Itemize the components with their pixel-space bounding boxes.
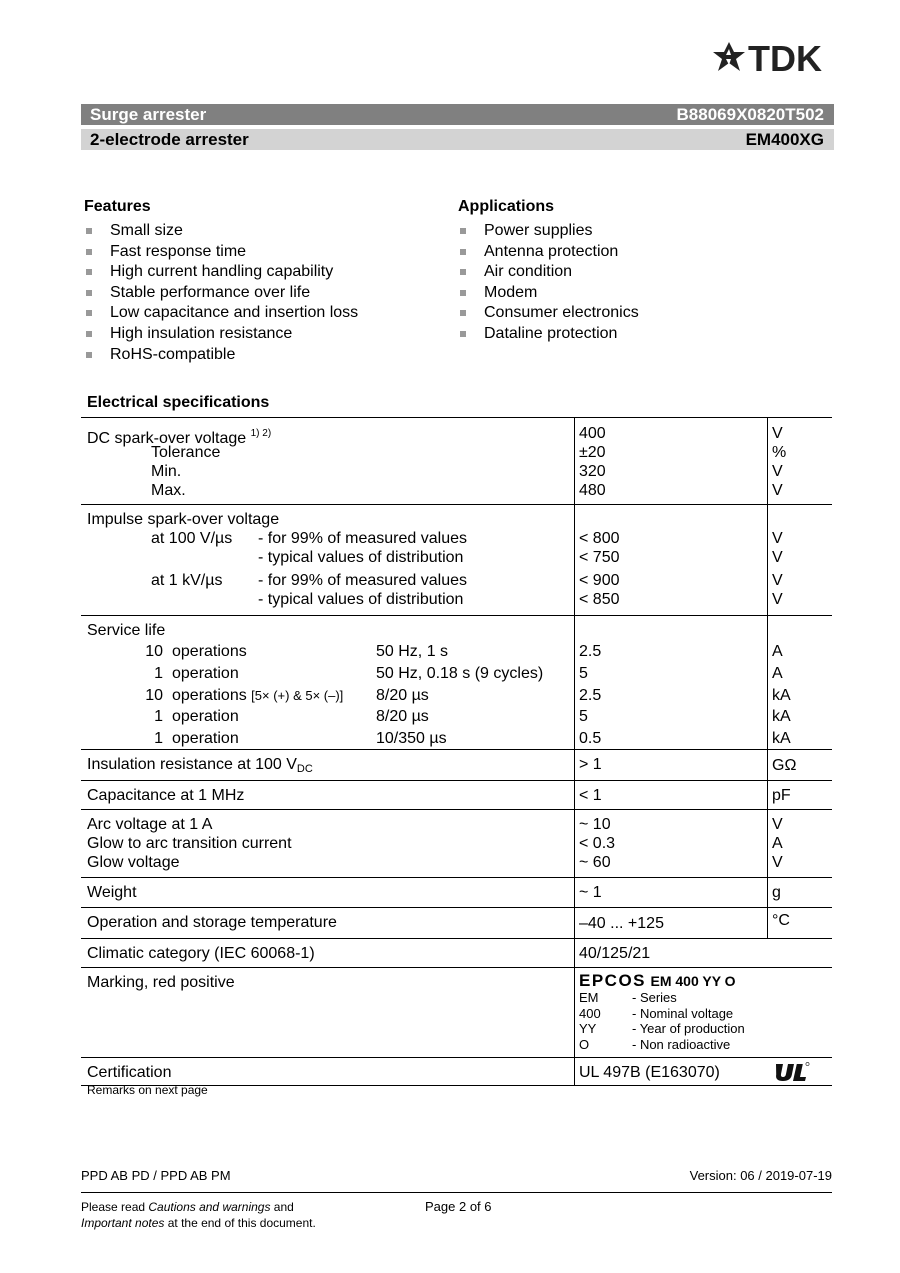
service-op: operation: [172, 708, 239, 725]
service-unit: kA: [772, 708, 791, 725]
dc-max-value: 480: [579, 482, 606, 499]
impulse-value: < 750: [579, 549, 620, 566]
spec-table: [81, 417, 832, 1086]
service-value: 2.5: [579, 687, 602, 704]
temperature-value: –40 ... +125: [579, 915, 664, 932]
service-count: 10: [145, 687, 163, 704]
spec-row-dc-sparkover: [81, 417, 832, 504]
spec-row-arc-glow: [81, 809, 832, 877]
service-count: 1: [154, 730, 163, 747]
tdk-logo-icon: [712, 40, 837, 74]
footer-version: Version: 06 / 2019-07-19: [689, 1168, 832, 1183]
product-subtitle: 2-electrode arrester: [90, 130, 249, 149]
glow-arc-transition-value: < 0.3: [579, 835, 616, 852]
marking-legend-key: 400: [579, 1005, 601, 1021]
service-unit: kA: [772, 687, 791, 704]
glow-voltage-unit: V: [772, 854, 783, 871]
header-bar-secondary: [81, 129, 834, 150]
certification-value: UL 497B (E163070): [579, 1064, 720, 1081]
impulse-value: < 800: [579, 530, 620, 547]
features-title: Features: [84, 198, 151, 215]
footer-note-important: Important notes: [81, 1216, 165, 1230]
dc-nominal-value: 400: [579, 425, 606, 442]
spec-row-climatic: [81, 938, 832, 967]
climatic-label: Climatic category (IEC 60068-1): [87, 945, 315, 962]
order-code: B88069X0820T502: [676, 105, 824, 124]
impulse-cond-1k: at 1 kV/µs: [151, 572, 223, 589]
spec-row-certification: [81, 1057, 832, 1086]
service-count: 1: [154, 665, 163, 682]
logo-text: TDK: [748, 40, 822, 74]
application-item: Consumer electronics: [458, 303, 639, 324]
page-number: Page 2 of 6: [425, 1199, 492, 1214]
dc-min-unit: V: [772, 463, 783, 480]
glow-arc-transition-unit: A: [772, 835, 783, 852]
service-value: 5: [579, 708, 588, 725]
service-value: 0.5: [579, 730, 602, 747]
arc-voltage-value: ~ 10: [579, 816, 611, 833]
feature-item: Fast response time: [84, 242, 358, 263]
marking-legend-desc: - Series: [632, 990, 677, 1005]
insulation-label: Insulation resistance at 100 V: [87, 756, 297, 773]
service-unit: A: [772, 665, 783, 682]
weight-value: ~ 1: [579, 884, 602, 901]
dc-tolerance-label: Tolerance: [151, 444, 221, 461]
remarks-note: Remarks on next page: [87, 1083, 208, 1097]
spec-row-service-life: [81, 615, 832, 749]
footer-note-cautions: Cautions and warnings: [148, 1200, 271, 1214]
spec-row-weight: [81, 877, 832, 907]
service-cond: 8/20 µs: [376, 687, 429, 704]
epcos-logo: EPCOS: [579, 971, 647, 990]
marking-legend-key: O: [579, 1036, 590, 1052]
capacitance-label: Capacitance at 1 MHz: [87, 787, 245, 804]
service-cond: 8/20 µs: [376, 708, 429, 725]
spec-row-marking: [81, 967, 832, 1057]
service-cond: 50 Hz, 1 s: [376, 643, 449, 660]
impulse-desc: - typical values of distribution: [258, 591, 464, 608]
footer-note-pre: Please read: [81, 1200, 149, 1214]
marking-legend-desc: - Nominal voltage: [632, 1005, 734, 1021]
application-item: Dataline protection: [458, 324, 639, 345]
insulation-label-sub: DC: [296, 763, 313, 775]
insulation-value: > 1: [579, 756, 602, 773]
spec-row-insulation: [81, 749, 832, 780]
service-value: 5: [579, 665, 588, 682]
glow-voltage-value: ~ 60: [579, 854, 611, 871]
footer-department: PPD AB PD / PPD AB PM: [81, 1168, 231, 1183]
feature-item: High insulation resistance: [84, 324, 358, 345]
marking-legend-desc: - Year of production: [632, 1021, 745, 1036]
arc-voltage-label: Arc voltage at 1 A: [87, 816, 213, 833]
weight-unit: g: [772, 884, 781, 901]
dc-sparkover-label: DC spark-over voltage: [87, 430, 247, 447]
arc-voltage-unit: V: [772, 816, 783, 833]
footer-note-post: at the end of this document.: [164, 1216, 316, 1230]
impulse-desc: - for 99% of measured values: [258, 572, 467, 589]
service-note: [5× (+) & 5× (–)]: [251, 688, 344, 703]
applications-list: [458, 221, 639, 345]
header-bar-primary: [81, 104, 834, 125]
impulse-desc: - typical values of distribution: [258, 549, 464, 566]
service-cond: 10/350 µs: [376, 730, 447, 747]
service-value: 2.5: [579, 643, 602, 660]
insulation-unit: GΩ: [772, 757, 797, 774]
service-life-label: Service life: [87, 622, 166, 639]
impulse-unit: V: [772, 530, 783, 547]
application-item: Modem: [458, 283, 639, 304]
spec-row-capacitance: [81, 780, 832, 809]
dc-nominal-unit: V: [772, 425, 783, 442]
footer-divider: [81, 1192, 832, 1193]
service-op: operations: [172, 643, 247, 660]
application-item: Air condition: [458, 262, 639, 283]
footer-note-mid: and: [270, 1200, 294, 1214]
dc-max-label: Max.: [151, 482, 186, 499]
feature-item: RoHS-compatible: [84, 345, 358, 366]
service-unit: A: [772, 643, 783, 660]
impulse-desc: - for 99% of measured values: [258, 530, 467, 547]
climatic-value: 40/125/21: [579, 945, 651, 962]
weight-label: Weight: [87, 884, 137, 901]
footer-note: [81, 1199, 316, 1231]
spec-title: Electrical specifications: [87, 394, 270, 411]
impulse-unit: V: [772, 591, 783, 608]
dc-min-label: Min.: [151, 463, 182, 480]
dc-tolerance-value: ±20: [579, 444, 606, 461]
service-op: operation: [172, 730, 239, 747]
marking-code: EM 400 YY O: [650, 973, 736, 989]
service-cond: 50 Hz, 0.18 s (9 cycles): [376, 665, 544, 682]
spec-row-impulse-sparkover: [81, 504, 832, 615]
marking-legend-key: EM: [579, 990, 599, 1005]
service-count: 1: [154, 708, 163, 725]
temperature-label: Operation and storage temperature: [87, 914, 337, 931]
impulse-value: < 900: [579, 572, 620, 589]
type-code: EM400XG: [745, 130, 824, 149]
service-op: operation: [172, 665, 239, 682]
applications-title: Applications: [458, 198, 555, 215]
glow-arc-transition-label: Glow to arc transition current: [87, 835, 292, 852]
impulse-unit: V: [772, 572, 783, 589]
capacitance-unit: pF: [772, 787, 791, 804]
service-op: operations: [172, 687, 247, 704]
application-item: Antenna protection: [458, 242, 639, 263]
marking-label: Marking, red positive: [87, 974, 235, 991]
feature-item: High current handling capability: [84, 262, 358, 283]
features-list: [84, 221, 358, 365]
dc-tolerance-unit: %: [772, 444, 787, 461]
service-unit: kA: [772, 730, 791, 747]
temperature-unit: °C: [772, 912, 790, 929]
dc-max-unit: V: [772, 482, 783, 499]
impulse-unit: V: [772, 549, 783, 566]
product-type: Surge arrester: [90, 105, 207, 124]
feature-item: Low capacitance and insertion loss: [84, 303, 358, 324]
glow-voltage-label: Glow voltage: [87, 854, 180, 871]
marking-legend-desc: - Non radioactive: [632, 1036, 731, 1052]
impulse-value: < 850: [579, 591, 620, 608]
dc-min-value: 320: [579, 463, 606, 480]
tdk-logo: [712, 40, 837, 74]
ul-recognized-icon: [774, 1061, 810, 1083]
dc-sparkover-footnote: 1) 2): [250, 428, 272, 439]
feature-item: Small size: [84, 221, 358, 242]
impulse-cond-100: at 100 V/µs: [151, 530, 233, 547]
marking-legend-key: YY: [579, 1021, 597, 1036]
impulse-label: Impulse spark-over voltage: [87, 511, 280, 528]
application-item: Power supplies: [458, 221, 639, 242]
spec-row-temperature: [81, 907, 832, 938]
certification-label: Certification: [87, 1064, 172, 1081]
feature-item: Stable performance over life: [84, 283, 358, 304]
service-count: 10: [145, 643, 163, 660]
capacitance-value: < 1: [579, 787, 602, 804]
